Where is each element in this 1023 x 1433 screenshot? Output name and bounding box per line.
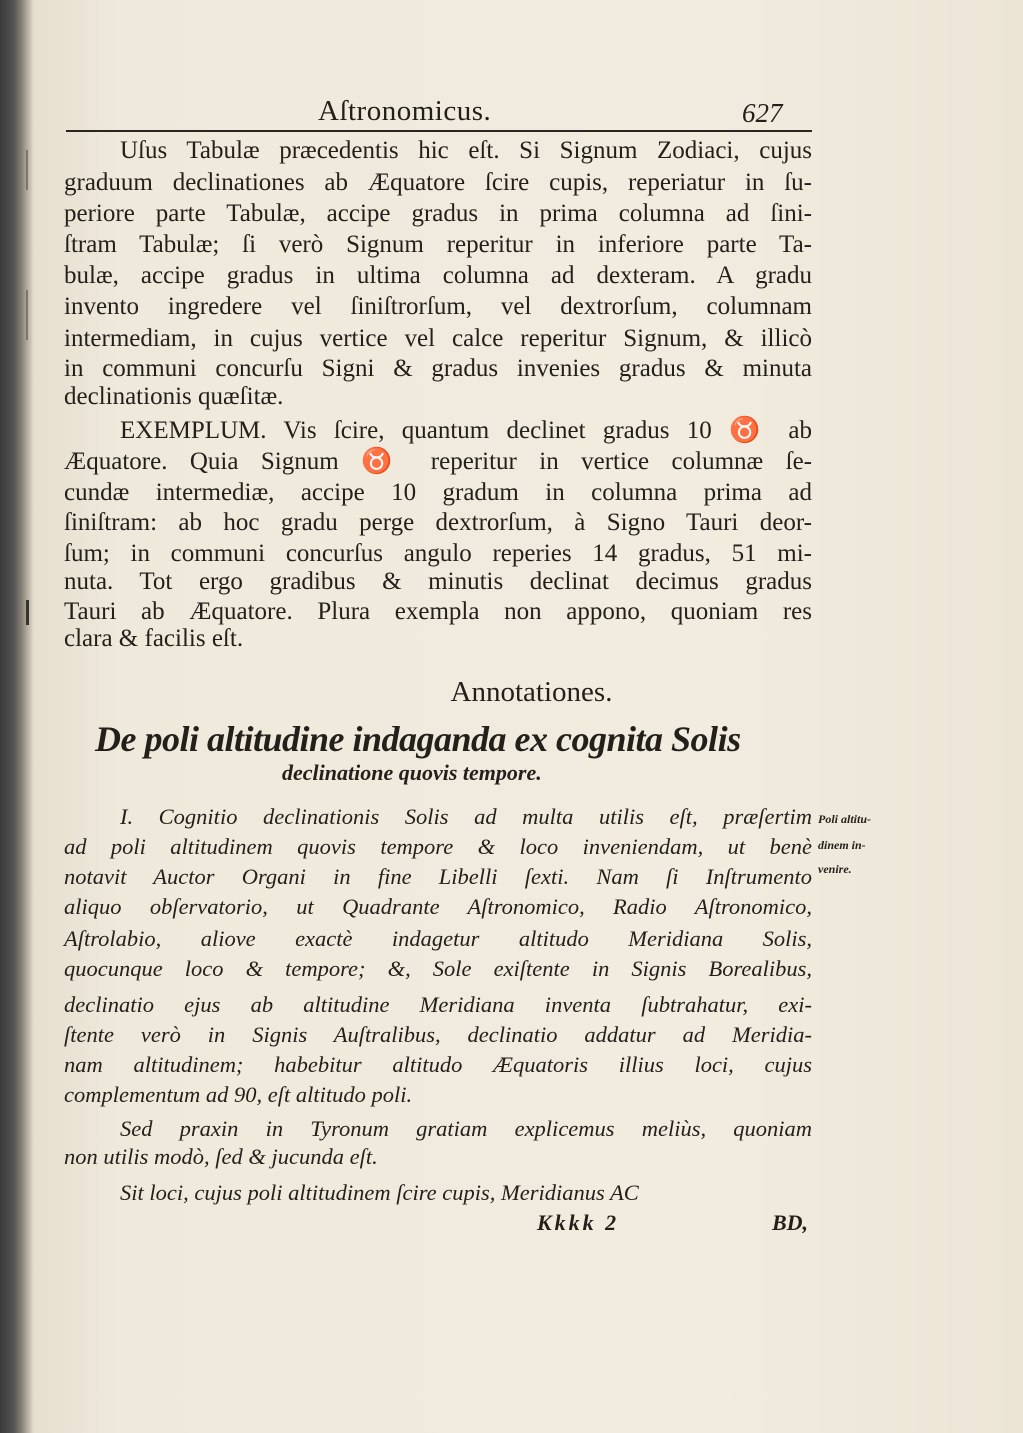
text-line: Sit loci, cujus poli altitudinem ſcire cupis, Meridianus AC [120,1180,639,1205]
gutter-mark [26,600,29,625]
text-line: periore parte Tabulæ, accipe gradus in prima columna ad ſini- [64,200,812,227]
text-line: nam altitudinem; habebitur altitudo Æquatoris illius loci, cujus [64,1052,812,1077]
catchword: BD, [772,1210,809,1235]
text-line: complementum ad 90, eſt altitudo poli. [64,1082,413,1107]
text-line: I. Cognitio declinationis Solis ad multa utilis eſt, præſertim [120,804,812,829]
section-subtitle: declinatione quovis tempore. [282,760,542,785]
text-line: Tauri ab Æquatore. Plura exempla non appono, quoniam res [64,598,812,625]
text-line: notavit Auctor Organi in fine Libelli ſexti. Nam ſi Inſtrumento [64,864,812,889]
text-line: invento ingredere vel ſiniſtrorſum, vel dextrorſum, columnam [64,293,812,320]
running-head: Aſtronomicus. [318,95,492,127]
text-line: ſiniſtram: ab hoc gradu perge dextrorſum, à Signo Tauri deor- [64,509,812,536]
text-line: ſtente verò in Signis Auſtralibus, declinatio addatur ad Meridia- [64,1022,812,1047]
section-heading: Annotationes. [450,676,613,708]
margin-note: Poli altitu- [818,812,872,826]
text-line: ſum; in communi concurſus angulo reperies 14 gradus, 51 mi- [64,540,812,567]
text-line: quocunque loco & tempore; &, Sole exiſtente in Signis Borealibus, [64,956,812,981]
signature-mark: Kkkk 2 [537,1210,620,1235]
text-line: ſtram Tabulæ; ſi verò Signum reperitur in inferiore parte Ta- [64,231,812,258]
text-line: nuta. Tot ergo gradibus & minutis declinat decimus gradus [64,568,812,595]
text-line: aliquo obſervatorio, ut Quadrante Aſtronomico, Radio Aſtronomico, [64,894,812,919]
text-line: EXEMPLUM. Vis ſcire, quantum declinet gradus 10 ♉ ab [120,417,812,444]
margin-note: venire. [818,862,852,876]
gutter-mark [26,290,28,340]
text-line: in communi concurſu Signi & gradus invenies gradus & minuta [64,355,812,382]
text-line: graduum declinationes ab Æquatore ſcire cupis, reperiatur in ſu- [64,169,812,196]
text-line: declinationis quæſitæ. [64,383,284,410]
page-number: 627 [742,98,783,128]
text-line: Sed praxin in Tyronum gratiam explicemus meliùs, quoniam [120,1116,812,1141]
text-line: declinatio ejus ab altitudine Meridiana inventa ſubtrahatur, exi- [64,992,812,1017]
margin-note: dinem in- [818,838,866,852]
text-line: Aſtrolabio, aliove exactè indagetur altitudo Meridiana Solis, [64,926,812,951]
text-line: Uſus Tabulæ præcedentis hic eſt. Si Signum Zodiaci, cujus [120,137,812,164]
text-line: Æquatore. Quia Signum ♉ reperitur in vertice columnæ ſe- [64,448,812,475]
text-line: clara & facilis eſt. [64,625,244,652]
text-line: bulæ, accipe gradus in ultima columna ad dexteram. A gradu [64,262,812,289]
text-line: cundæ intermediæ, accipe 10 gradum in columna prima ad [64,479,812,506]
text-line: ad poli altitudinem quovis tempore & loco inveniendam, ut benè [64,834,812,859]
section-title: De poli altitudine indaganda ex cognita Solis [95,719,741,759]
text-line: non utilis modò, ſed & jucunda eſt. [64,1144,378,1169]
header-rule [66,130,812,132]
gutter-mark [26,150,28,190]
text-line: intermediam, in cujus vertice vel calce reperitur Signum, & illicò [64,325,812,352]
